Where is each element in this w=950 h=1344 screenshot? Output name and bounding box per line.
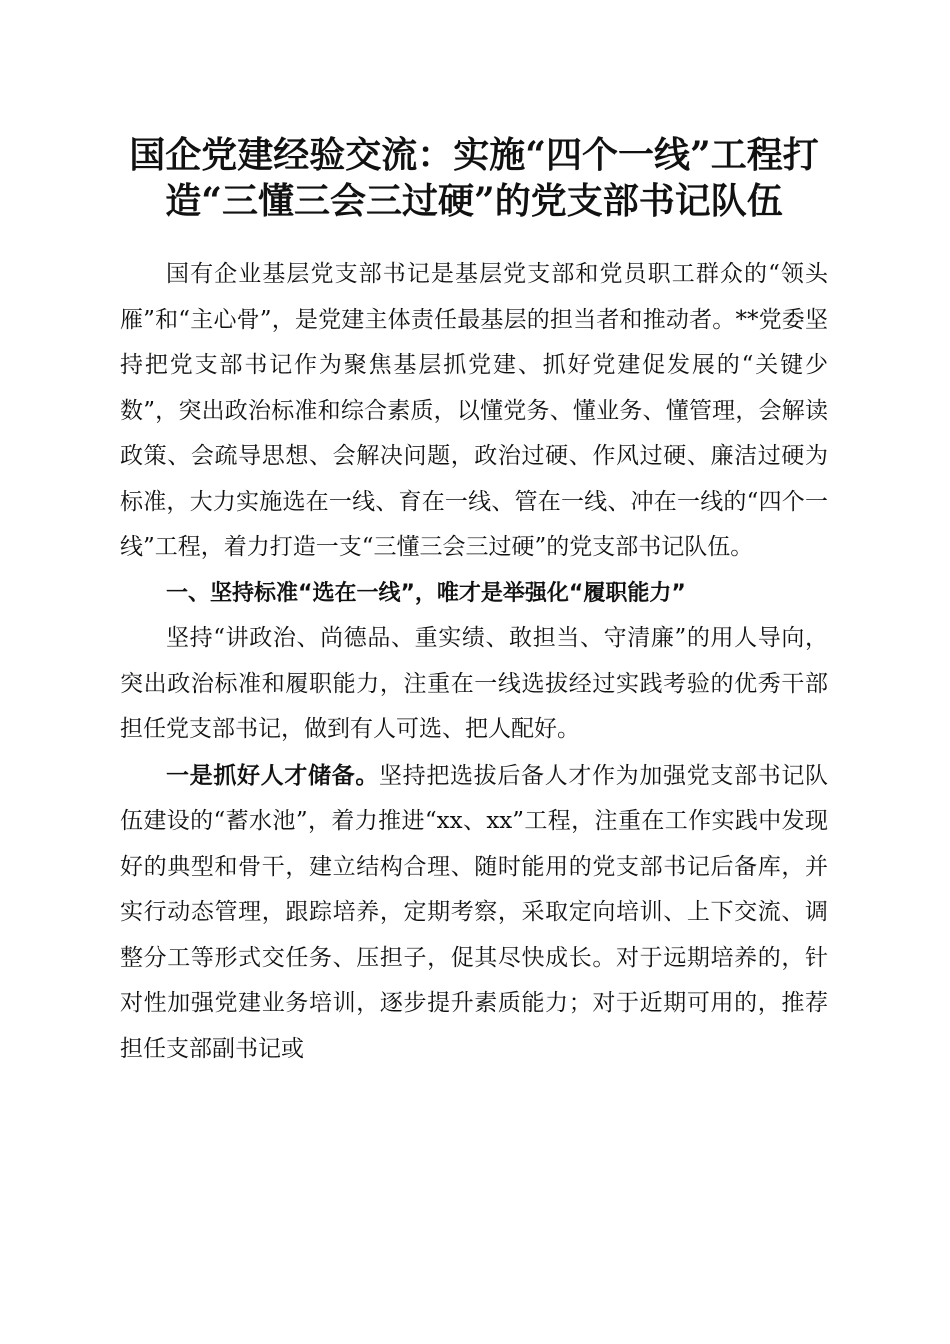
item-1-text: 坚持把选拔后备人才作为加强党支部书记队伍建设的“蓄水池”，着力推进“xx、xx”工程，注重在工作实践中发现好的典型和骨干，建立结构合理、随时能用的党支部书记后备库，并实行动态管理，跟踪培养，定期考察，采取定向培训、上下交流、调整分工等形式交任务、压担子，促其尽快成长。对于远期培养的，针对性加强党建业务培训，逐步提升素质能力；对于近期可用的，推荐担任支部副书记或 <box>120 762 829 1062</box>
document-page <box>120 0 828 1344</box>
document-title: 国企党建经验交流：实施“四个一线”工程打造“三懂三会三过硬”的党支部书记队伍 <box>129 134 819 222</box>
item-1-lead: 一是抓好人才储备。 <box>166 761 379 789</box>
intro-paragraph: 国有企业基层党支部书记是基层党支部和党员职工群众的“领头雁”和“主心骨”，是党建主体责任最基层的担当者和推动者。**党委坚持把党支部书记作为聚焦基层抓党建、抓好党建促发展的“关键少数”，突出政治标准和综合素质，以懂党务、懂业务、懂管理，会解读政策、会疏导思想、会解决问题，政治过硬、作风过硬、廉洁过硬为标准，大力实施选在一线、育在一线、管在一线、冲在一线的“四个一线”工程，着力打造一支“三懂三会三过硬”的党支部书记队伍。 <box>120 261 828 560</box>
item-1-paragraph <box>120 753 828 1073</box>
section-heading-1: 一、坚持标准“选在一线”，唯才是举强化“履职能力” <box>166 580 686 606</box>
document-body <box>120 252 828 1072</box>
section-1-paragraph: 坚持“讲政治、尚德品、重实绩、敢担当、守清廉”的用人导向，突出政治标准和履职能力，注重在一线选拔经过实践考验的优秀干部担任党支部书记，做到有人可选、把人配好。 <box>120 625 828 742</box>
